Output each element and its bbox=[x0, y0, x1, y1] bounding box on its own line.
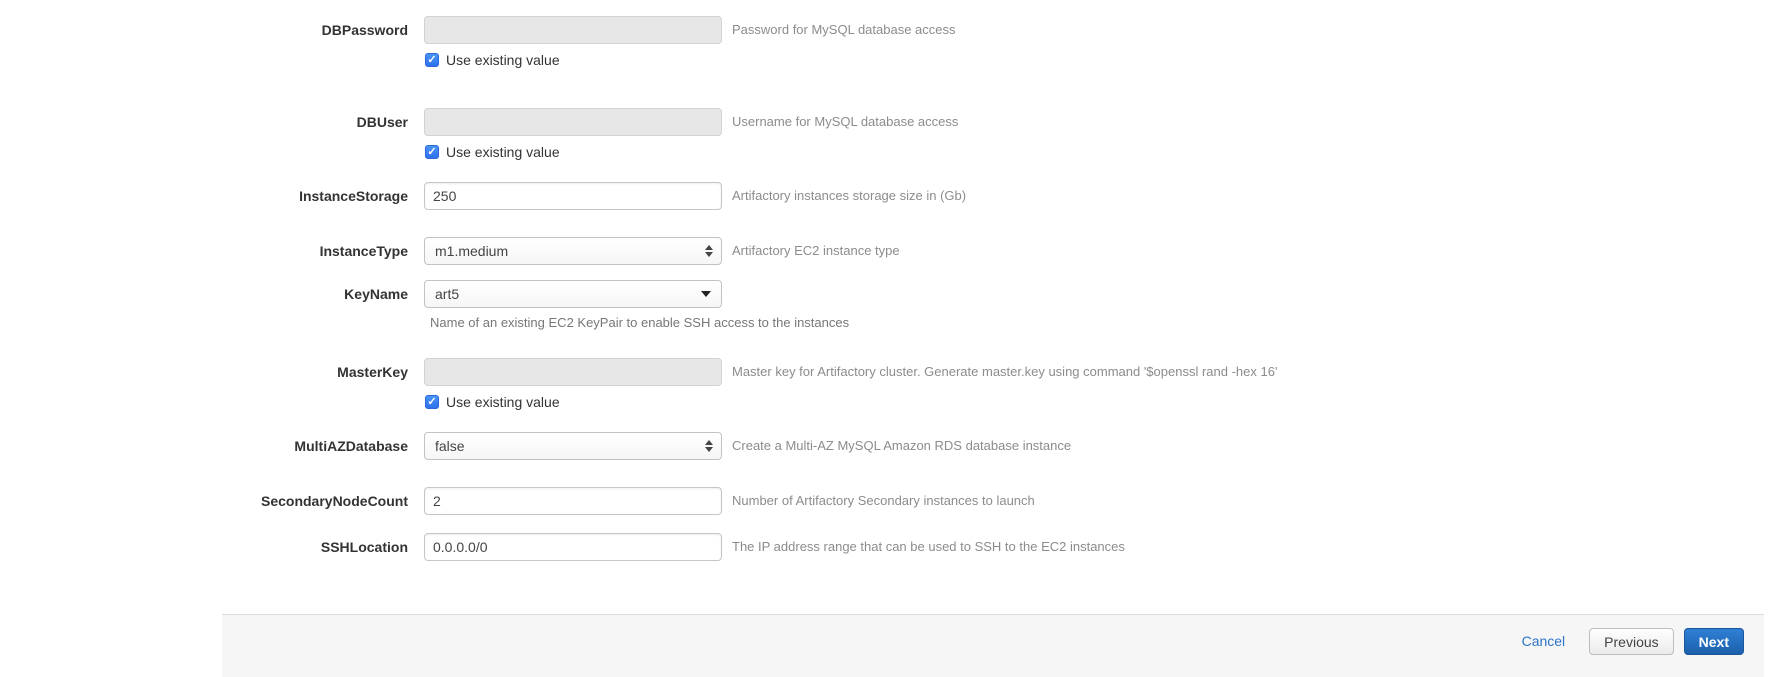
param-row-masterkey bbox=[222, 358, 1776, 410]
field-stack bbox=[424, 358, 722, 410]
previous-button[interactable]: Previous bbox=[1589, 628, 1673, 655]
param-row-instancestorage bbox=[222, 182, 1776, 210]
dbpassword-input bbox=[424, 16, 722, 44]
param-label-instancetype: InstanceType bbox=[319, 243, 408, 259]
use-existing-checkbox-dbpassword[interactable]: ✓ bbox=[425, 53, 439, 67]
param-row-secondarynodecount bbox=[222, 487, 1776, 515]
param-description-instancetype: Artifactory EC2 instance type bbox=[732, 243, 900, 258]
field-stack bbox=[424, 108, 722, 160]
use-existing-label: Use existing value bbox=[446, 394, 560, 410]
param-label-keyname: KeyName bbox=[344, 286, 408, 302]
use-existing-label: Use existing value bbox=[446, 52, 560, 68]
param-label-multiazdatabase: MultiAZDatabase bbox=[294, 438, 408, 454]
param-description-dbuser: Username for MySQL database access bbox=[732, 114, 959, 129]
param-label-dbuser: DBUser bbox=[356, 114, 408, 130]
param-label-masterkey: MasterKey bbox=[337, 364, 408, 380]
param-label-sshlocation: SSHLocation bbox=[320, 539, 408, 555]
param-row-dbuser bbox=[222, 108, 1776, 160]
param-row-sshlocation bbox=[222, 533, 1776, 561]
param-row-keyname bbox=[222, 280, 1776, 330]
param-description-dbpassword: Password for MySQL database access bbox=[732, 22, 956, 37]
use-existing-label: Use existing value bbox=[446, 144, 560, 160]
keyname-dropdown[interactable] bbox=[424, 280, 722, 308]
param-label-instancestorage: InstanceStorage bbox=[299, 188, 408, 204]
param-row-dbpassword bbox=[222, 16, 1776, 68]
param-row-multiazdatabase bbox=[222, 432, 1776, 460]
instancetype-select[interactable] bbox=[424, 237, 722, 265]
multiazdatabase-selected-value: false bbox=[435, 438, 465, 454]
param-description-keyname: Name of an existing EC2 KeyPair to enable SSH access to the instances bbox=[430, 315, 850, 330]
instancetype-selected-value: m1.medium bbox=[435, 243, 509, 259]
use-existing-row bbox=[425, 144, 722, 160]
instancestorage-input[interactable] bbox=[424, 182, 722, 210]
field-stack bbox=[424, 280, 849, 330]
use-existing-row bbox=[425, 394, 722, 410]
param-description-multiazdatabase: Create a Multi-AZ MySQL Amazon RDS database instance bbox=[732, 438, 1072, 453]
param-row-instancetype bbox=[222, 237, 1776, 265]
field-stack bbox=[424, 487, 722, 515]
chevron-down-icon bbox=[701, 291, 711, 297]
next-button[interactable]: Next bbox=[1684, 628, 1744, 655]
select-spinner-icon bbox=[705, 245, 713, 257]
keyname-selected-value: art5 bbox=[435, 286, 460, 302]
param-label-dbpassword: DBPassword bbox=[321, 22, 408, 38]
field-stack bbox=[424, 533, 722, 561]
field-stack bbox=[424, 432, 722, 460]
select-spinner-icon bbox=[705, 440, 713, 452]
param-description-instancestorage: Artifactory instances storage size in (Gb) bbox=[732, 188, 967, 203]
field-stack bbox=[424, 16, 722, 68]
masterkey-input bbox=[424, 358, 722, 386]
sshlocation-input[interactable] bbox=[424, 533, 722, 561]
use-existing-checkbox-masterkey[interactable]: ✓ bbox=[425, 395, 439, 409]
multiazdatabase-select[interactable] bbox=[424, 432, 722, 460]
field-stack bbox=[424, 182, 722, 210]
dbuser-input bbox=[424, 108, 722, 136]
wizard-footer bbox=[222, 614, 1764, 677]
field-stack bbox=[424, 237, 722, 265]
param-description-sshlocation: The IP address range that can be used to SSH to the EC2 instances bbox=[732, 539, 1125, 554]
param-label-secondarynodecount: SecondaryNodeCount bbox=[260, 493, 408, 509]
param-description-secondarynodecount: Number of Artifactory Secondary instances to launch bbox=[732, 493, 1035, 508]
use-existing-row bbox=[425, 52, 722, 68]
secondarynodecount-input[interactable] bbox=[424, 487, 722, 515]
param-description-masterkey: Master key for Artifactory cluster. Generate master.key using command '$openssl rand -hex 16' bbox=[732, 364, 1278, 379]
use-existing-checkbox-dbuser[interactable]: ✓ bbox=[425, 145, 439, 159]
cancel-button[interactable]: Cancel bbox=[1521, 633, 1566, 649]
